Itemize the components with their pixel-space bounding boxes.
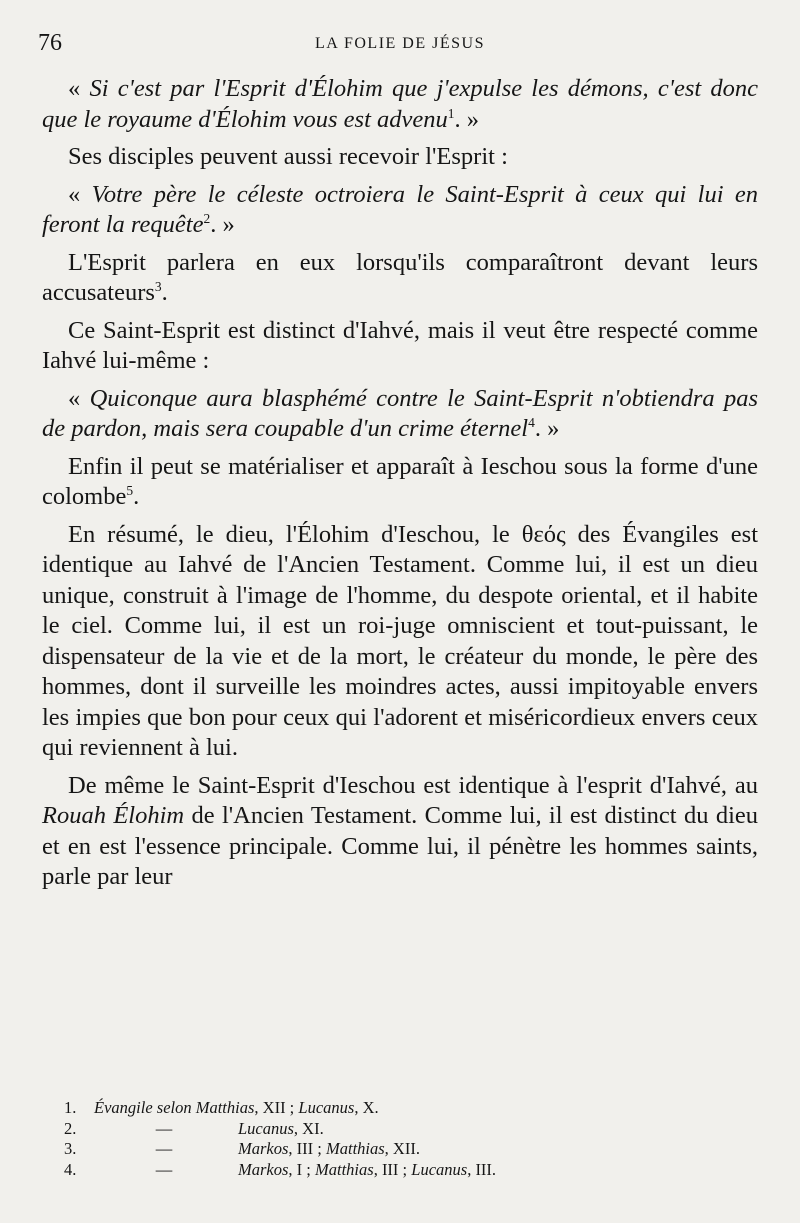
footnote-text: Markos, III ; Matthias, XII. xyxy=(238,1139,420,1158)
quote-paragraph: « Votre père le céleste octroiera le Saint-Esprit à ceux qui lui en feront la requête$^2$. » xyxy=(42,180,758,238)
paragraph: En résumé, le dieu, l'Élohim d'Ieschou, le θεός des Évangiles est identique au Iahvé de l'Ancien Testament. Comme lui, il est un dieu unique, construit à l'image de l'homme, du despote oriental, et il habite le ciel. Comme lui, il est un roi-juge omniscient et tout-puissant, le dispensateur de la vie et de la mort, le créateur du monde, le père des hommes, dont il surveille les moindres actes, aussi impitoyable envers les impies que bon pour ceux qui l'adorent et miséricordieux envers ceux qui reviennent à lui. xyxy=(42,520,758,761)
footnote-text: Lucanus, XI. xyxy=(238,1118,324,1138)
paragraph: Enfin il peut se matérialiser et apparaît à Ieschou sous la forme d'une colombe$^5$. xyxy=(42,452,758,510)
footnote xyxy=(64,1160,664,1181)
footnote-number: 1. xyxy=(64,1098,77,1117)
paragraph: L'Esprit parlera en eux lorsqu'ils comparaîtront devant leurs accusateurs$^3$. xyxy=(42,248,758,306)
paragraph: Ses disciples peuvent aussi recevoir l'Esprit : xyxy=(68,143,508,170)
running-title: LA FOLIE DE JÉSUS xyxy=(315,35,485,52)
footnotes xyxy=(64,1098,664,1180)
ditto-dash: — xyxy=(155,1139,173,1158)
footnote-text: Évangile selon Matthias, XII ; Lucanus, X. xyxy=(94,1098,379,1117)
ditto-dash: — xyxy=(155,1159,173,1179)
footnote-number: 3. xyxy=(64,1139,77,1158)
footnote-text: Markos, I ; Matthias, III ; Lucanus, III. xyxy=(238,1159,497,1179)
paragraph: De même le Saint-Esprit d'Ieschou est identique à l'esprit d'Iahvé, au Rouah Élohim de l'Ancien Testament. Comme lui, il est distinct du dieu et en est l'essence principale. Comme lui, il pénètre les hommes saints, parle par leur xyxy=(42,771,758,890)
footnote xyxy=(64,1119,664,1140)
footnote xyxy=(64,1098,664,1119)
footnote xyxy=(64,1139,664,1160)
footnote-number: 2. xyxy=(64,1118,77,1138)
page-header xyxy=(38,30,762,58)
quote-paragraph: « Quiconque aura blasphémé contre le Saint-Esprit n'obtiendra pas de pardon, mais sera coupable d'un crime éternel$^4$. » xyxy=(42,384,758,442)
quote-paragraph: « Si c'est par l'Esprit d'Élohim que j'expulse les démons, c'est donc que le royaume d'Élohim vous est advenu$^1$. » xyxy=(42,75,759,133)
footnote-number: 4. xyxy=(64,1159,77,1179)
paragraph: Ce Saint-Esprit est distinct d'Iahvé, mais il veut être respecté comme Iahvé lui-même : xyxy=(42,316,758,374)
body-text xyxy=(42,74,758,900)
ditto-dash: — xyxy=(155,1118,173,1138)
page-number: 76 xyxy=(38,30,62,56)
